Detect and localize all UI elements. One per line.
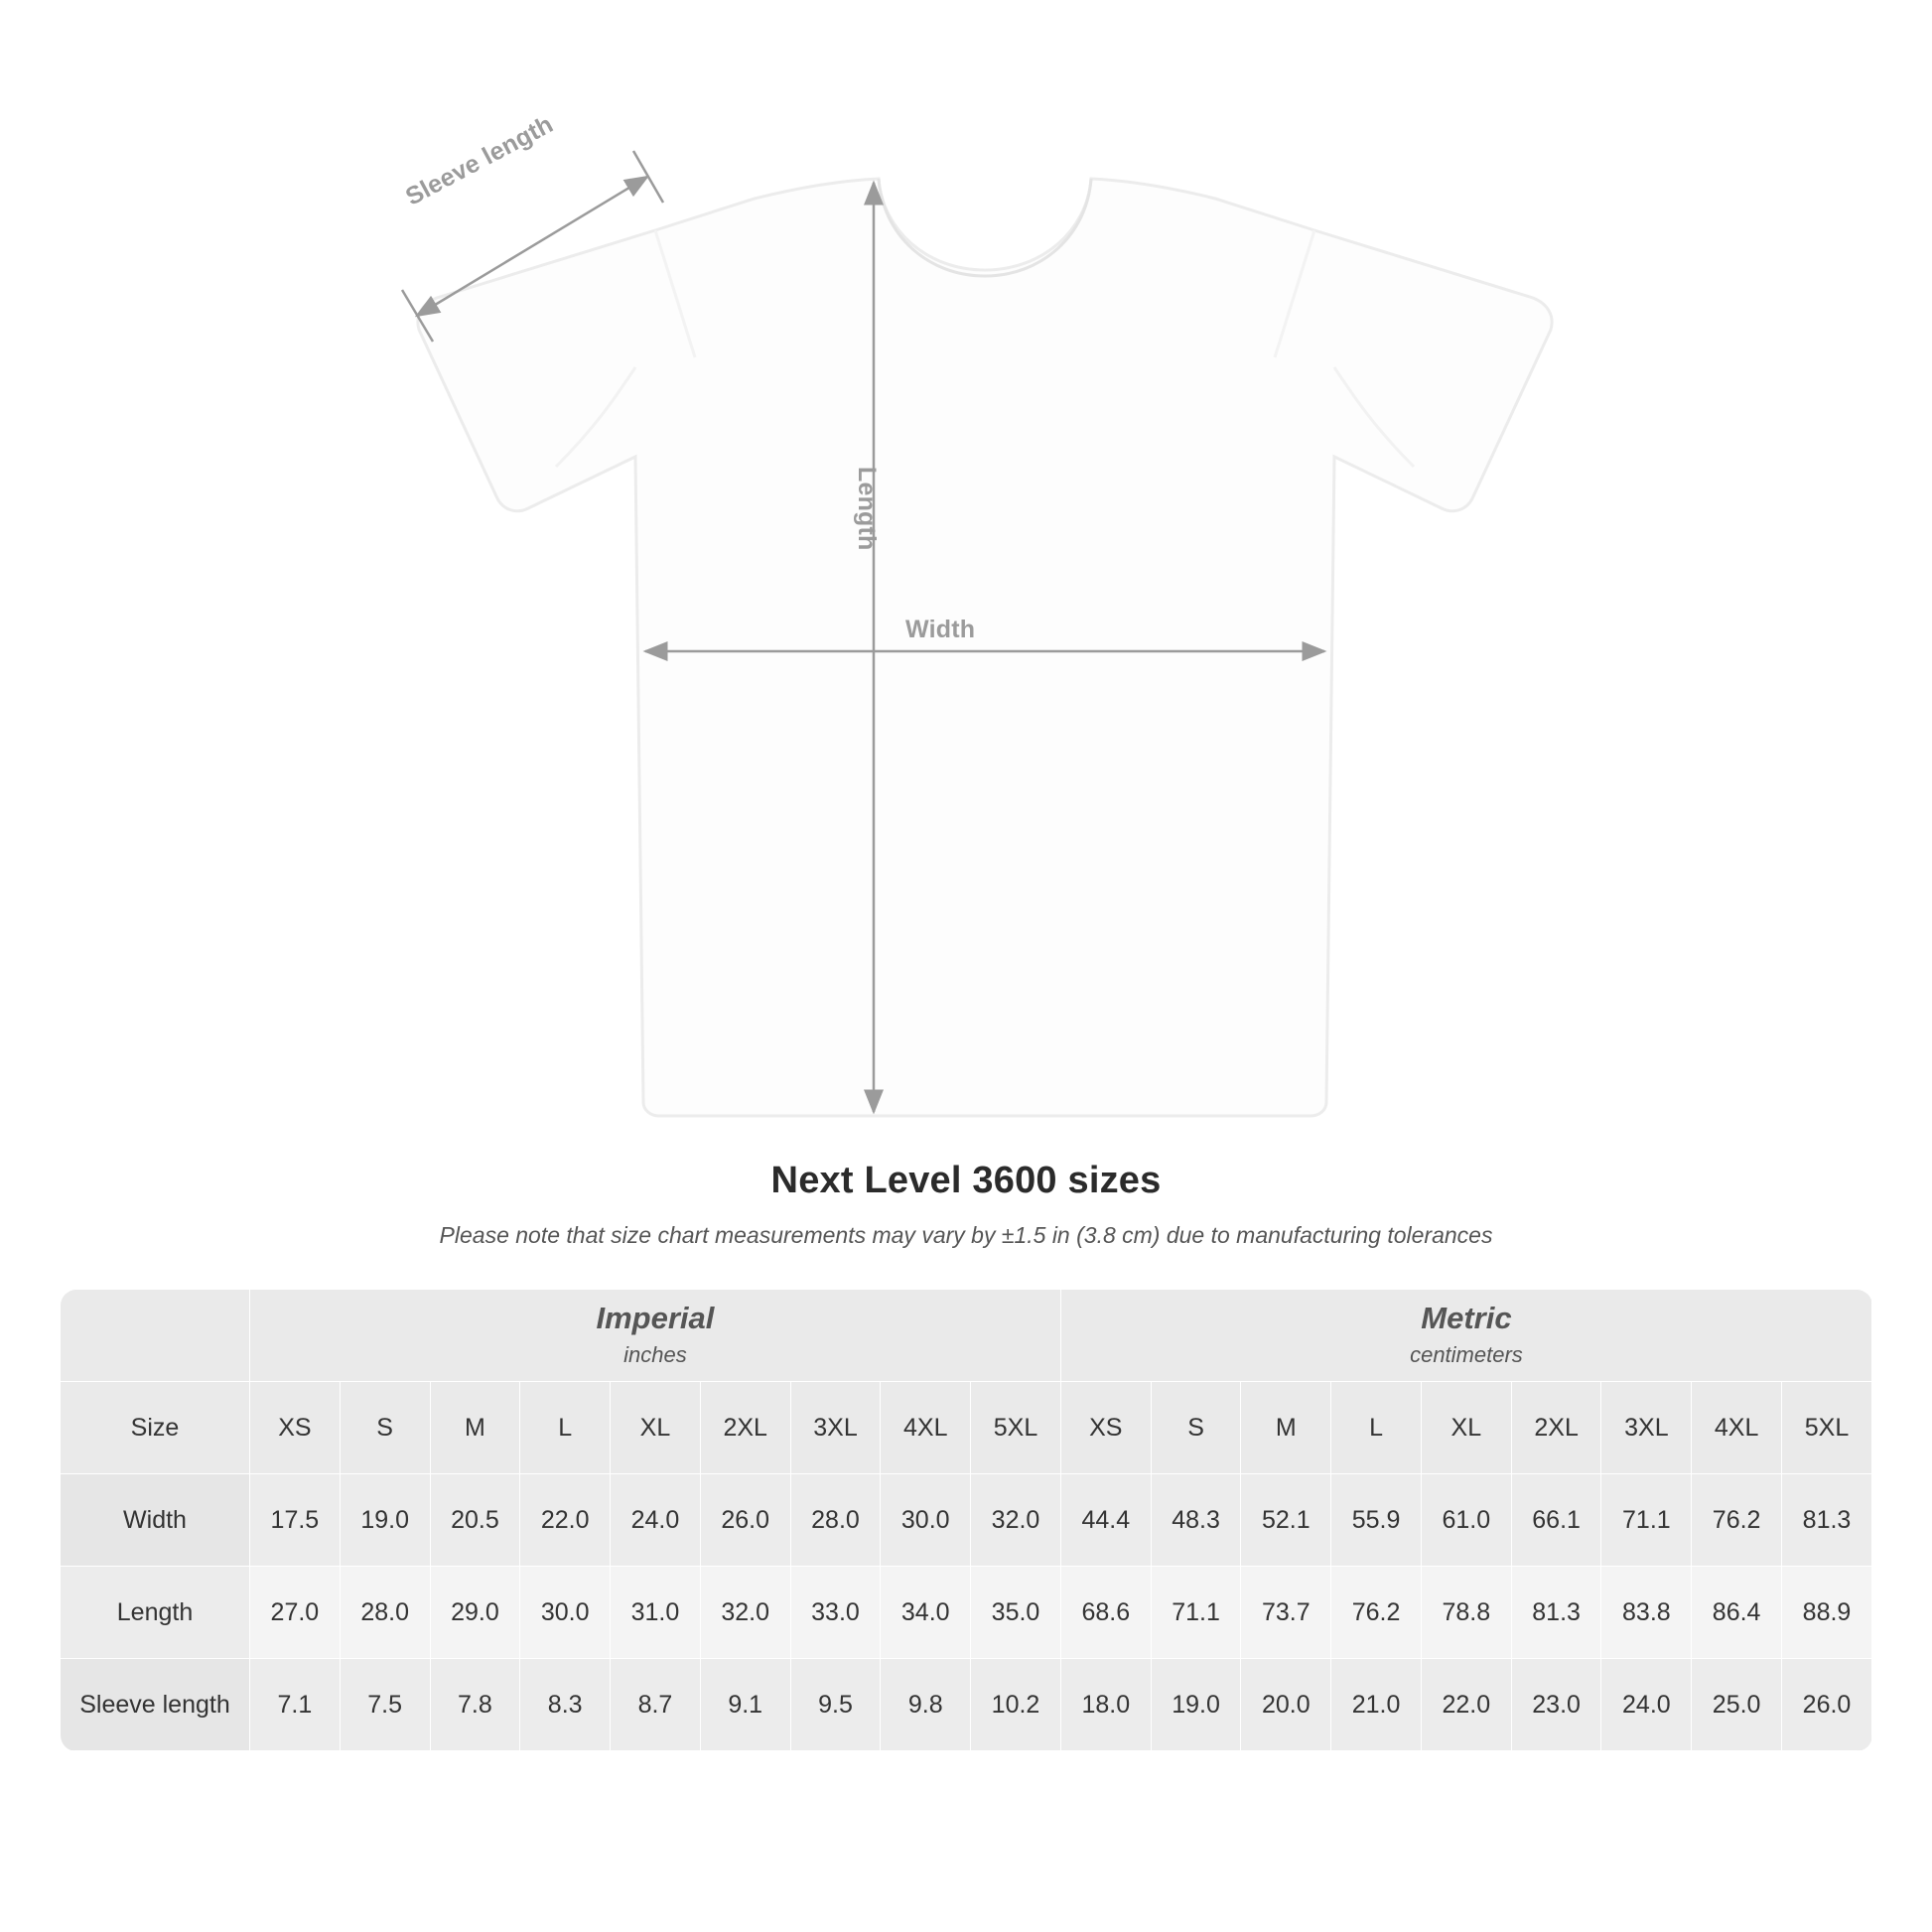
size-column-header: 3XL bbox=[1601, 1382, 1692, 1474]
measurement-value: 33.0 bbox=[790, 1567, 881, 1659]
size-column-header: L bbox=[520, 1382, 611, 1474]
size-table bbox=[60, 1289, 1872, 1751]
measurement-value: 20.5 bbox=[430, 1474, 520, 1567]
measurement-value: 20.0 bbox=[1241, 1659, 1331, 1751]
measurement-value: 73.7 bbox=[1241, 1567, 1331, 1659]
measurement-value: 26.0 bbox=[1782, 1659, 1872, 1751]
size-column-header: M bbox=[430, 1382, 520, 1474]
size-header-label: Size bbox=[61, 1382, 250, 1474]
measurement-value: 27.0 bbox=[250, 1567, 341, 1659]
table-row bbox=[61, 1474, 1872, 1567]
measurement-value: 44.4 bbox=[1060, 1474, 1151, 1567]
size-column-header: XL bbox=[611, 1382, 701, 1474]
tolerance-note: Please note that size chart measurements may vary by ±1.5 in (3.8 cm) due to manufacturing tolerances bbox=[439, 1222, 1493, 1248]
size-column-header: 5XL bbox=[971, 1382, 1061, 1474]
table-row bbox=[61, 1659, 1872, 1751]
size-column-header: 4XL bbox=[1692, 1382, 1782, 1474]
unit-header-metric bbox=[1060, 1290, 1871, 1382]
size-column-header: 3XL bbox=[790, 1382, 881, 1474]
measurement-value: 32.0 bbox=[700, 1567, 790, 1659]
measurement-value: 23.0 bbox=[1511, 1659, 1601, 1751]
measurement-value: 26.0 bbox=[700, 1474, 790, 1567]
measurement-value: 61.0 bbox=[1421, 1474, 1511, 1567]
unit-name: Imperial bbox=[596, 1301, 715, 1336]
size-column-header: 2XL bbox=[1511, 1382, 1601, 1474]
measurement-row-label: Width bbox=[61, 1474, 250, 1567]
measurement-value: 18.0 bbox=[1060, 1659, 1151, 1751]
unit-name: Metric bbox=[1421, 1301, 1512, 1336]
size-column-header: XS bbox=[250, 1382, 341, 1474]
measurement-value: 78.8 bbox=[1421, 1567, 1511, 1659]
size-column-header: XL bbox=[1421, 1382, 1511, 1474]
measurement-value: 21.0 bbox=[1331, 1659, 1422, 1751]
measurement-value: 9.8 bbox=[881, 1659, 971, 1751]
measurement-value: 9.5 bbox=[790, 1659, 881, 1751]
measurement-value: 22.0 bbox=[1421, 1659, 1511, 1751]
measurement-value: 55.9 bbox=[1331, 1474, 1422, 1567]
measurement-value: 29.0 bbox=[430, 1567, 520, 1659]
size-column-header: XS bbox=[1060, 1382, 1151, 1474]
title-block bbox=[0, 1160, 1932, 1249]
size-column-header: S bbox=[340, 1382, 430, 1474]
measurement-value: 30.0 bbox=[520, 1567, 611, 1659]
measurement-value: 9.1 bbox=[700, 1659, 790, 1751]
measurement-value: 7.1 bbox=[250, 1659, 341, 1751]
measurement-value: 66.1 bbox=[1511, 1474, 1601, 1567]
unit-header-imperial bbox=[250, 1290, 1061, 1382]
measurement-value: 71.1 bbox=[1151, 1567, 1241, 1659]
page-title: Next Level 3600 sizes bbox=[770, 1160, 1162, 1201]
measurement-value: 76.2 bbox=[1692, 1474, 1782, 1567]
size-column-header: L bbox=[1331, 1382, 1422, 1474]
size-column-header: M bbox=[1241, 1382, 1331, 1474]
measurement-value: 25.0 bbox=[1692, 1659, 1782, 1751]
measurement-row-label: Sleeve length bbox=[61, 1659, 250, 1751]
size-header-row bbox=[61, 1382, 1872, 1474]
size-column-header: 4XL bbox=[881, 1382, 971, 1474]
measurement-value: 30.0 bbox=[881, 1474, 971, 1567]
measurement-value: 71.1 bbox=[1601, 1474, 1692, 1567]
measurement-value: 86.4 bbox=[1692, 1567, 1782, 1659]
measurement-value: 8.7 bbox=[611, 1659, 701, 1751]
table-corner-cell bbox=[61, 1290, 250, 1382]
measurement-value: 24.0 bbox=[611, 1474, 701, 1567]
unit-sublabel: inches bbox=[623, 1341, 687, 1367]
measurement-value: 48.3 bbox=[1151, 1474, 1241, 1567]
measurement-value: 88.9 bbox=[1782, 1567, 1872, 1659]
sleeve-length-dimension-label: Sleeve length bbox=[401, 110, 558, 211]
measurement-value: 52.1 bbox=[1241, 1474, 1331, 1567]
measurement-value: 24.0 bbox=[1601, 1659, 1692, 1751]
size-table-wrapper bbox=[60, 1289, 1872, 1751]
size-column-header: S bbox=[1151, 1382, 1241, 1474]
measurement-value: 10.2 bbox=[971, 1659, 1061, 1751]
measurement-value: 35.0 bbox=[971, 1567, 1061, 1659]
measurement-value: 83.8 bbox=[1601, 1567, 1692, 1659]
measurement-value: 7.8 bbox=[430, 1659, 520, 1751]
measurement-value: 22.0 bbox=[520, 1474, 611, 1567]
size-column-header: 5XL bbox=[1782, 1382, 1872, 1474]
measurement-value: 34.0 bbox=[881, 1567, 971, 1659]
measurement-value: 19.0 bbox=[340, 1474, 430, 1567]
measurement-value: 19.0 bbox=[1151, 1659, 1241, 1751]
size-column-header: 2XL bbox=[700, 1382, 790, 1474]
measurement-value: 68.6 bbox=[1060, 1567, 1151, 1659]
table-row bbox=[61, 1567, 1872, 1659]
length-dimension-label: Length bbox=[853, 467, 881, 551]
measurement-value: 76.2 bbox=[1331, 1567, 1422, 1659]
measurement-value: 28.0 bbox=[790, 1474, 881, 1567]
measurement-value: 8.3 bbox=[520, 1659, 611, 1751]
measurement-value: 28.0 bbox=[340, 1567, 430, 1659]
measurement-value: 81.3 bbox=[1782, 1474, 1872, 1567]
measurement-value: 7.5 bbox=[340, 1659, 430, 1751]
measurement-value: 32.0 bbox=[971, 1474, 1061, 1567]
width-dimension-label: Width bbox=[905, 616, 976, 643]
unit-sublabel: centimeters bbox=[1410, 1341, 1523, 1367]
measurement-value: 17.5 bbox=[250, 1474, 341, 1567]
measurement-row-label: Length bbox=[61, 1567, 250, 1659]
measurement-value: 81.3 bbox=[1511, 1567, 1601, 1659]
unit-header-row bbox=[61, 1290, 1872, 1382]
measurement-value: 31.0 bbox=[611, 1567, 701, 1659]
